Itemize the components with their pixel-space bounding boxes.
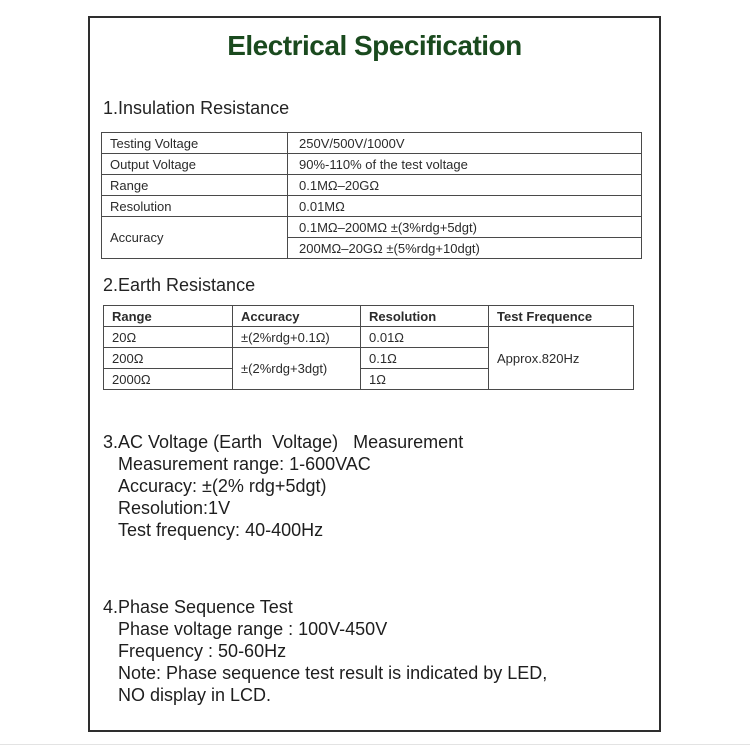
- table-row: [102, 154, 642, 175]
- page-title: Electrical Specification: [227, 30, 522, 61]
- earth-table: [103, 305, 634, 390]
- phase-line: NO display in LCD.: [118, 685, 272, 705]
- bottom-edge-line: [0, 744, 750, 745]
- page-frame: [88, 16, 661, 732]
- header-cell: Test Frequence: [489, 306, 634, 327]
- cell-label: Resolution: [102, 196, 288, 217]
- cell-resolution: 1Ω: [361, 369, 489, 390]
- table-row: [102, 133, 642, 154]
- ac-voltage-line: Resolution:1V: [118, 498, 231, 518]
- section-earth-heading: 2.Earth Resistance: [103, 275, 256, 295]
- ac-voltage-line: Test frequency: 40-400Hz: [118, 520, 324, 540]
- cell-label: Range: [102, 175, 288, 196]
- cell-label: Accuracy: [102, 217, 288, 259]
- ac-voltage-line: Measurement range: 1-600VAC: [118, 454, 371, 474]
- header-cell: Resolution: [361, 306, 489, 327]
- table-row: [102, 175, 642, 196]
- phase-line: Note: Phase sequence test result is indicated by LED,: [118, 663, 548, 683]
- header-cell: Range: [104, 306, 233, 327]
- cell-value: 0.1MΩ–20GΩ: [288, 175, 642, 196]
- phase-line: Frequency : 50-60Hz: [118, 641, 287, 661]
- cell-value: 90%-110% of the test voltage: [288, 154, 642, 175]
- section-phase-heading: 4.Phase Sequence Test: [103, 597, 293, 617]
- cell-range: 2000Ω: [104, 369, 233, 390]
- insulation-table: [101, 132, 642, 259]
- section-insulation-heading: 1.Insulation Resistance: [103, 98, 290, 118]
- cell-resolution: 0.01Ω: [361, 327, 489, 348]
- section-phase-sequence: [105, 596, 547, 706]
- cell-accuracy: ±(2%rdg+3dgt): [233, 348, 361, 390]
- table-row: [102, 196, 642, 217]
- table-row: [102, 217, 642, 238]
- cell-range: 200Ω: [104, 348, 233, 369]
- header-cell: Accuracy: [233, 306, 361, 327]
- section-ac-voltage-heading: 3.AC Voltage (Earth Voltage) Measurement: [103, 432, 464, 452]
- cell-value: 250V/500V/1000V: [288, 133, 642, 154]
- cell-accuracy: ±(2%rdg+0.1Ω): [233, 327, 361, 348]
- cell-range: 20Ω: [104, 327, 233, 348]
- cell-label: Testing Voltage: [102, 133, 288, 154]
- cell-value: 200MΩ–20GΩ ±(5%rdg+10dgt): [288, 238, 642, 259]
- section-ac-voltage: [105, 431, 463, 541]
- phase-line: Phase voltage range : 100V-450V: [118, 619, 388, 639]
- ac-voltage-line: Accuracy: ±(2% rdg+5dgt): [118, 476, 327, 496]
- table-header-row: [104, 306, 634, 327]
- cell-label: Output Voltage: [102, 154, 288, 175]
- table-row: [104, 327, 634, 348]
- cell-value: 0.01MΩ: [288, 196, 642, 217]
- cell-resolution: 0.1Ω: [361, 348, 489, 369]
- cell-test-frequence: Approx.820Hz: [489, 327, 634, 390]
- cell-value: 0.1MΩ–200MΩ ±(3%rdg+5dgt): [288, 217, 642, 238]
